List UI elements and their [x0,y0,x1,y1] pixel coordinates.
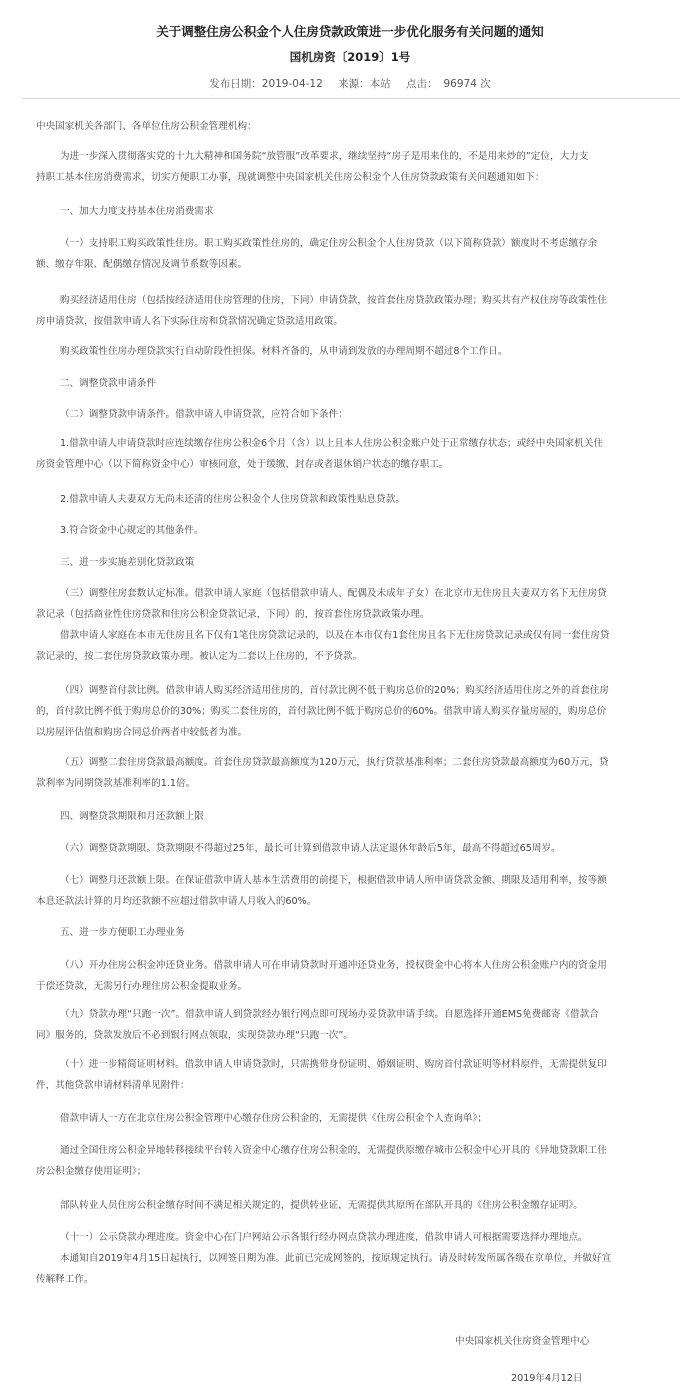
paragraph-14 [36,1004,666,1046]
text-line: 传解释工作。 [36,1274,94,1285]
signature-date: 2019年4月12日 [511,1373,583,1384]
text-line: （一）支持职工购买政策性住房。职工购买政策性住房的，确定住房公积金个人住房贷款（以下简称贷款）额度时不考虑缴存余 [60,238,598,249]
paragraph-15 [36,1054,666,1096]
text-line: （八）开办住房公积金冲还贷业务。借款申请人可在申请贷款时开通冲还贷业务，授权资金中心将本人住房公积金账户内的资金用 [60,960,607,971]
text-line: （九）贷款办理“只跑一次”。借款申请人到贷款经办银行网点即可现场办妥贷款申请手续。自愿选择开通EMS免费邮寄《借款合 [60,1009,599,1020]
paragraph-16: 借款申请人一方在北京住房公积金管理中心缴存住房公积金的，无需提供《住房公积金个人查询单》； [60,1113,487,1124]
section-heading-3: 三、进一步实施差别化贷款政策 [60,557,195,568]
paragraph-20 [36,1248,666,1290]
text-line: 同》服务的，贷款发放后不必到银行网点领取，实现贷款办理“只跑一次”。 [36,1030,353,1041]
text-line: 件，其他贷款申请材料清单见附件： [36,1080,190,1091]
text-line: 为进一步深入贯彻落实党的十九大精神和国务院“放管服”改革要求，继续坚持“房子是用来住的，不是用来炒的”定位，大力支 [60,151,589,162]
document-title: 关于调整住房公积金个人住房贷款政策进一步优化服务有关问题的通知 [156,24,544,39]
text-line: 本息还款法计算的月均还款额不应超过借款申请人月收入的60%。 [36,896,317,907]
signature-organization: 中央国家机关住房资金管理中心 [455,1336,590,1347]
paragraph-1 [36,233,666,275]
paragraph-9 [36,680,666,743]
paragraph-8 [36,583,666,667]
text-line: 额、缴存年限、配偶缴存情况及调节系数等因素。 [36,259,248,270]
paragraph-4: （二）调整贷款申请条件。借款申请人申请贷款，应符合如下条件： [60,409,348,420]
text-line: 1.借款申请人申请贷款时应连续缴存住房公积金6个月（含）以上且本人住房公积金账户处于正常缴存状态；或经中央国家机关住 [60,438,603,449]
paragraph-11: （六）调整贷款期限。贷款期限不得超过25年，最长可计算到借款申请人法定退休年龄后5年，最高不得超过65周岁。 [60,843,561,854]
text-line: 房资金管理中心（以下简称资金中心）审核同意，处于缓缴、封存或者退休销户状态的缴存职工。 [36,459,449,470]
text-line: 于偿还贷款，无需另行办理住房公积金提取业务。 [36,981,248,992]
publish-date: 发布日期：2019-04-12 [209,78,323,90]
text-line: 房申请贷款，按借款申请人名下实际住房和贷款情况确定贷款适用政策。 [36,316,343,327]
text-line: 款记录（包括商业性住房贷款和住房公积金贷款记录，下同）的，按首套住房贷款政策办理。 [36,609,430,620]
text-line: （三）调整住房套数认定标准。借款申请人家庭（包括借款申请人、配偶及未成年子女）在北京市无住房且夫妻双方名下无住房贷 [60,588,607,599]
hits-label: 点击： [405,78,438,90]
intro-paragraph [36,146,666,188]
text-line: 以房屋评估值和购房合同总价两者中较低者为准。 [36,727,248,738]
section-heading-5: 五、进一步方便职工办理业务 [60,927,185,938]
meta-bar [0,76,700,91]
text-line: 持职工基本住房消费需求，切实方便职工办事，现就调整中央国家机关住房公积金个人住房贷款政策有关问题通知如下： [36,172,545,183]
text-line: 的，首付款比例不低于购房总价的30%；购买二套住房的，首付款比例不低于购房总价的60%。借款申请人购买存量房屋的，购房总价 [36,706,607,717]
text-line: （四）调整首付款比例。借款申请人购买经济适用住房的，首付款比例不低于购房总价的20%；购买经济适用住房之外的首套住房 [60,685,609,696]
hits-count: 96974 次 [443,78,491,90]
paragraph-19: （十一）公示贷款办理进度。资金中心在门户网站公示各银行经办网点贷款办理进度，借款申请人可根据需要选择办理地点。 [60,1232,588,1243]
paragraph-2 [36,290,666,332]
text-line: 本通知自2019年4月15日起执行，以网签日期为准。此前已完成网签的，按原规定执行。请及时转发所属各级在京单位，并做好宣 [60,1253,612,1264]
text-line: （七）调整月还款额上限。在保证借款申请人基本生活费用的前提下，根据借款申请人所申请贷款金额、期限及适用利率，按等额 [60,875,607,886]
paragraph-13 [36,955,666,997]
paragraph-18: 部队转业人员住房公积金缴存时间不满足相关规定的，提供转业证，无需提供其原所在部队开具的《住房公积金缴存证明》。 [60,1200,583,1211]
text-line: 房公积金缴存使用证明》； [36,1166,147,1177]
document-number: 国机房资〔2019〕1号 [289,50,411,64]
section-heading-4: 四、调整贷款期限和月还款额上限 [60,811,204,822]
source: 来源：本站 [338,78,391,90]
section-heading-2: 二、调整贷款申请条件 [60,378,156,389]
header-divider [22,98,680,99]
salutation: 中央国家机关各部门、各单位住房公积金管理机构： [36,121,257,132]
paragraph-12 [36,870,666,912]
paragraph-7: 3.符合资金中心规定的其他条件。 [60,525,204,536]
section-heading-1: 一、加大力度支持基本住房消费需求 [60,206,214,217]
text-line: 通过全国住房公积金异地转移接续平台转入资金中心缴存住房公积金的，无需提供原缴存城市公积金中心开具的《异地贷款职工住 [60,1145,607,1156]
text-line: （十）进一步精简证明材料。借款申请人申请贷款时，只需携带身份证明、婚姻证明、购房首付款证明等材料原件，无需提供复印 [60,1059,607,1070]
paragraph-17 [36,1140,666,1182]
text-line: 款利率为同期贷款基准利率的1.1倍。 [36,778,196,789]
paragraph-6: 2.借款申请人夫妻双方无尚未还清的住房公积金个人住房贷款和政策性贴息贷款。 [60,494,405,505]
paragraph-3: 购买政策性住房办理贷款实行自动阶段性担保。材料齐备的，从申请到发放的办理周期不超过8个工作日。 [60,346,508,357]
text-line: 款记录的，按二套住房贷款政策办理。被认定为二套以上住房的，不予贷款。 [36,651,363,662]
text-line: 购买经济适用住房（包括按经济适用住房管理的住房，下同）申请贷款，按首套住房贷款政策办理；购买共有产权住房等政策性住 [60,295,607,306]
paragraph-10 [36,752,666,794]
text-line: 借款申请人家庭在本市无住房且名下仅有1笔住房贷款记录的，以及在本市仅有1套住房且名下无住房贷款记录或仅有同一套住房贷 [60,630,610,641]
paragraph-5 [36,433,666,475]
text-line: （五）调整二套住房贷款最高额度。首套住房贷款最高额度为120万元，执行贷款基准利率；二套住房贷款最高额度为60万元，贷 [60,757,609,768]
